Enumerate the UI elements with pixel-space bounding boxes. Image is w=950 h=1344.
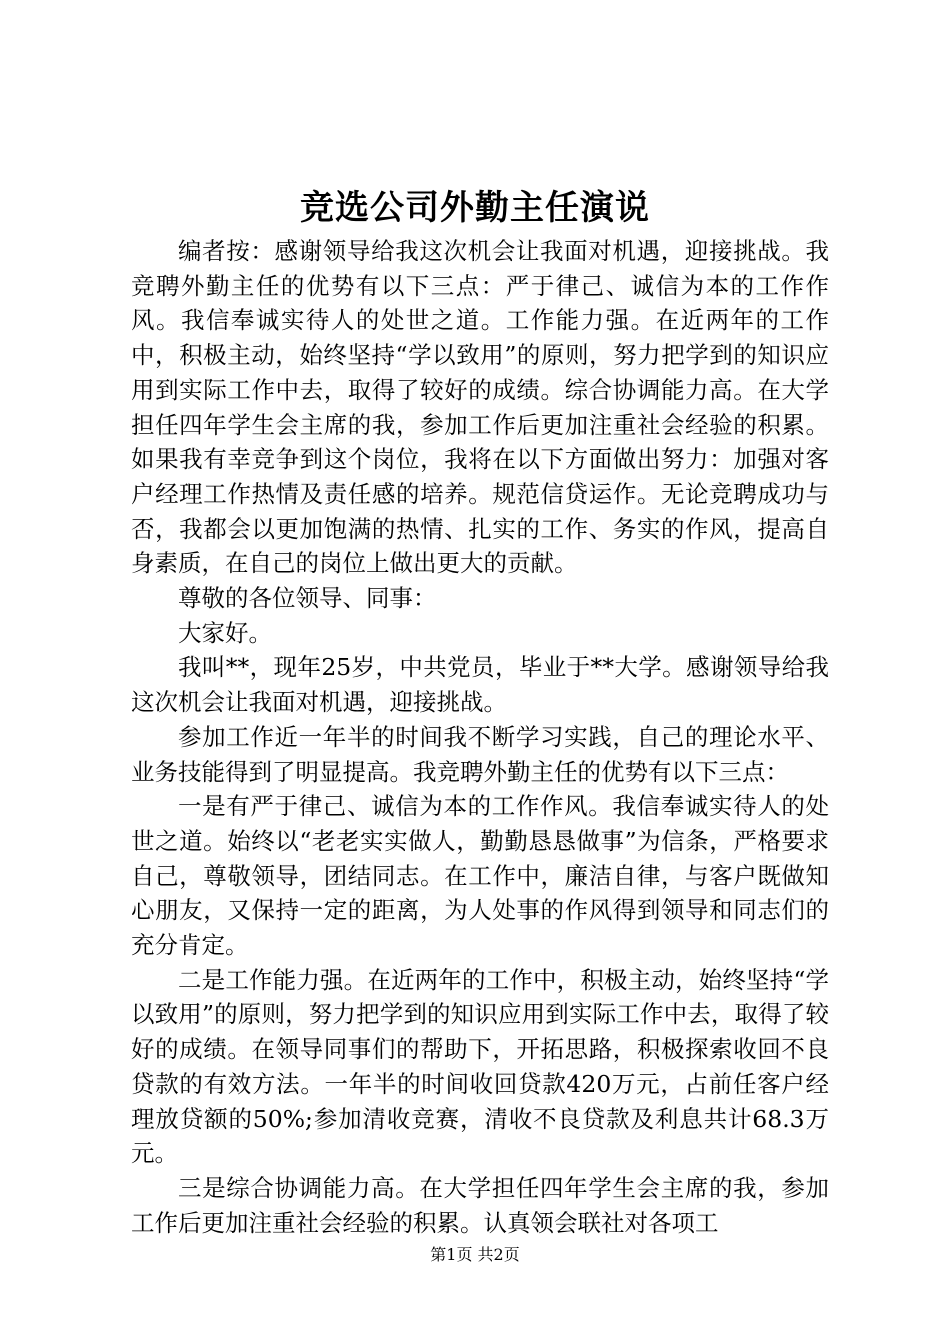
paragraph-point-three: 三是综合协调能力高。在大学担任四年学生会主席的我，参加工作后更加注重社会经验的积累。认真领会联社对各项工 (131, 1173, 829, 1237)
paragraph-greeting: 大家好。 (178, 618, 272, 647)
paragraph-introduction: 我叫**，现年25岁，中共党员，毕业于**大学。感谢领导给我这次机会让我面对机遇，迎接挑战。 (131, 653, 829, 717)
page-footer (0, 1244, 950, 1266)
paragraph-point-two: 二是工作能力强。在近两年的工作中，积极主动，始终坚持“学以致用”的原则，努力把学到的知识应用到实际工作中去，取得了较好的成绩。在领导同事们的帮助下，开拓思路，积极探索收回不良贷款的有效方法。一年半的时间收回贷款420万元，占前任客户经理放贷额的50%;参加清收竞赛，清收不良贷款及利息共计68.3万元。 (131, 965, 829, 1168)
document-title: 竞选公司外勤主任演说 (300, 188, 650, 228)
paragraph-experience: 参加工作近一年半的时间我不断学习实践，自己的理论水平、业务技能得到了明显提高。我竞聘外勤主任的优势有以下三点： (131, 722, 829, 786)
paragraph-salutation: 尊敬的各位领导、同事： (178, 584, 437, 613)
paragraph-point-one: 一是有严于律己、诚信为本的工作作风。我信奉诚实待人的处世之道。始终以“老老实实做人，勤勤恳恳做事”为信条，严格要求自己，尊敬领导，团结同志。在工作中，廉洁自律，与客户既做知心朋友，又保持一定的距离，为人处事的作风得到领导和同志们的充分肯定。 (131, 792, 829, 960)
paragraph-editor-note: 编者按：感谢领导给我这次机会让我面对机遇，迎接挑战。我竞聘外勤主任的优势有以下三点：严于律己、诚信为本的工作作风。我信奉诚实待人的处世之道。工作能力强。在近两年的工作中，积极主动，始终坚持“学以致用”的原则，努力把学到的知识应用到实际工作中去，取得了较好的成绩。综合协调能力高。在大学担任四年学生会主席的我，参加工作后更加注重社会经验的积累。如果我有幸竞争到这个岗位，我将在以下方面做出努力：加强对客户经理工作热情及责任感的培养。规范信贷运作。无论竞聘成功与否，我都会以更加饱满的热情、扎实的工作、务实的作风，提高自身素质，在自己的岗位上做出更大的贡献。 (131, 237, 829, 578)
page-number: 第1页 (430, 1245, 473, 1264)
page-total: 共2页 (477, 1245, 520, 1264)
document-body (131, 234, 829, 1240)
